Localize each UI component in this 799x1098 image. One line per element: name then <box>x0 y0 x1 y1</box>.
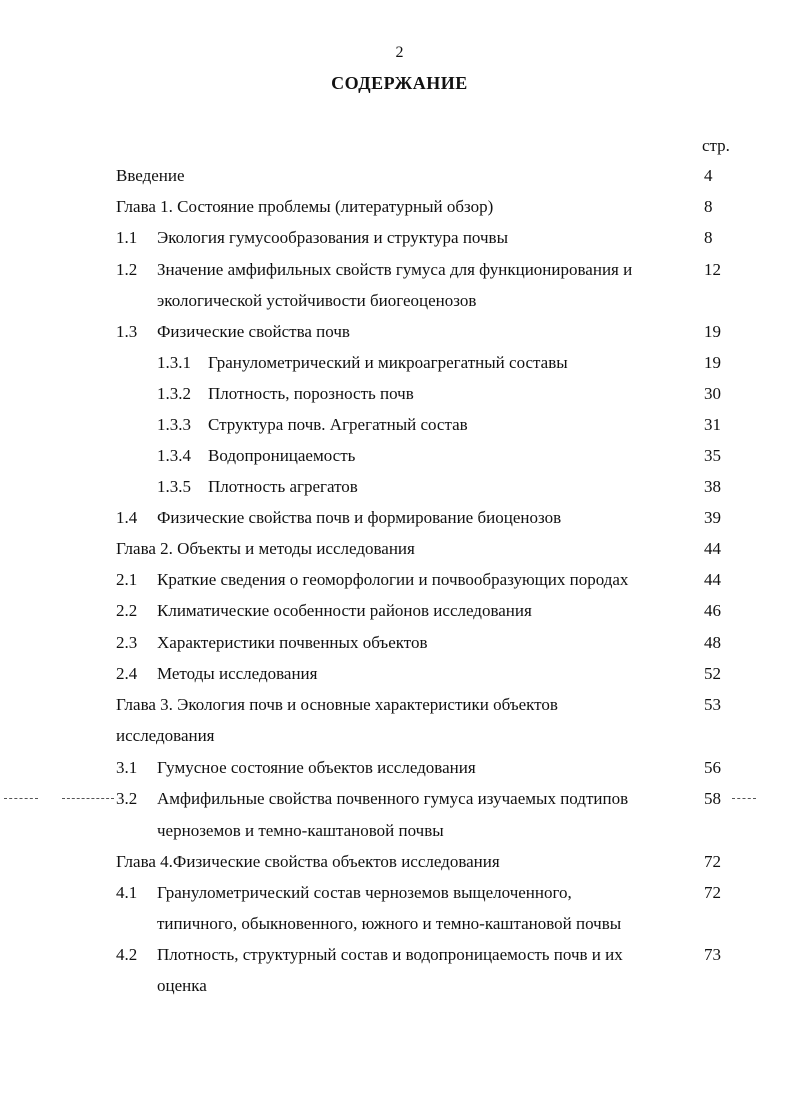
toc-title: Методы исследования <box>157 664 318 683</box>
toc-page-number: 31 <box>704 415 721 434</box>
toc-number: 3.1 <box>116 758 138 777</box>
toc-title: Глава 4.Физические свойства объектов исследования <box>116 852 500 871</box>
toc-page-number: 58 <box>704 789 721 808</box>
toc-page-number: 38 <box>704 477 721 496</box>
toc-title: черноземов и темно-каштановой почвы <box>157 821 444 840</box>
toc-line <box>0 786 799 812</box>
toc-page-number: 52 <box>704 664 721 683</box>
toc-title: Экология гумусообразования и структура почвы <box>157 228 508 247</box>
toc-line <box>0 194 799 220</box>
pages-column-header: стр. <box>702 136 730 155</box>
toc-line <box>0 630 799 656</box>
toc-line <box>0 692 799 718</box>
toc-title: Плотность, структурный состав и водопроницаемость почв и их <box>157 945 623 964</box>
toc-title: Глава 1. Состояние проблемы (литературный обзор) <box>116 197 494 216</box>
toc-page-number: 48 <box>704 633 721 652</box>
toc-line <box>0 723 799 749</box>
toc-page-number: 53 <box>704 695 721 714</box>
toc-number: 2.1 <box>116 570 138 589</box>
toc-title: Физические свойства почв и формирование биоценозов <box>157 508 562 527</box>
toc-title: Значение амфифильных свойств гумуса для функционирования и <box>157 260 633 279</box>
toc-line <box>0 443 799 469</box>
toc-number: 1.2 <box>116 260 138 279</box>
toc-page-number: 46 <box>704 601 721 620</box>
toc-number: 4.2 <box>116 945 138 964</box>
toc-title: Краткие сведения о геоморфологии и почвообразующих породах <box>157 570 629 589</box>
toc-line <box>0 942 799 968</box>
toc-title: Водопроницаемость <box>208 446 356 465</box>
toc-title: Глава 3. Экология почв и основные характеристики объектов <box>116 695 558 714</box>
toc-line <box>0 911 799 937</box>
toc-page-number: 73 <box>704 945 721 964</box>
toc-title: исследования <box>116 726 215 745</box>
toc-title: Климатические особенности районов исследования <box>157 601 532 620</box>
scan-artifact-line <box>4 798 38 799</box>
toc-number: 1.3 <box>116 322 138 341</box>
toc-page-number: 44 <box>704 539 721 558</box>
toc-number: 2.3 <box>116 633 138 652</box>
toc-number: 4.1 <box>116 883 138 902</box>
toc-page-number: 12 <box>704 260 721 279</box>
toc-page-number: 44 <box>704 570 721 589</box>
toc-line <box>0 973 799 999</box>
toc-page-number: 39 <box>704 508 721 527</box>
toc-title: экологической устойчивости биогеоценозов <box>157 291 477 310</box>
toc-title: Амфифильные свойства почвенного гумуса изучаемых подтипов <box>157 789 629 808</box>
toc-line <box>0 225 799 251</box>
toc-line <box>0 474 799 500</box>
toc-line <box>0 755 799 781</box>
toc-title: оценка <box>157 976 207 995</box>
toc-number: 1.3.4 <box>157 446 191 465</box>
toc-number: 2.2 <box>116 601 138 620</box>
toc-line <box>0 536 799 562</box>
toc-line <box>0 849 799 875</box>
toc-page-number: 72 <box>704 883 721 902</box>
toc-page-number: 35 <box>704 446 721 465</box>
toc-title: Плотность, порозность почв <box>208 384 414 403</box>
toc-title: Глава 2. Объекты и методы исследования <box>116 539 415 558</box>
toc-title: Введение <box>116 166 185 185</box>
toc-number: 3.2 <box>116 789 138 808</box>
toc-line <box>0 412 799 438</box>
toc-title: Структура почв. Агрегатный состав <box>208 415 468 434</box>
toc-line <box>0 505 799 531</box>
toc-page-number: 8 <box>704 197 713 216</box>
toc-line <box>0 880 799 906</box>
toc-line <box>0 818 799 844</box>
scan-artifact-line <box>62 798 114 799</box>
toc-number: 1.3.1 <box>157 353 191 372</box>
toc-page-number: 72 <box>704 852 721 871</box>
toc-page-number: 8 <box>704 228 713 247</box>
toc-line <box>0 598 799 624</box>
toc-number: 1.3.2 <box>157 384 191 403</box>
toc-line <box>0 661 799 687</box>
toc-title: Характеристики почвенных объектов <box>157 633 428 652</box>
toc-page-number: 19 <box>704 322 721 341</box>
scan-artifact-line <box>732 798 756 799</box>
toc-number: 1.4 <box>116 508 138 527</box>
toc-line <box>0 381 799 407</box>
toc-line <box>0 319 799 345</box>
page-number: 2 <box>395 44 404 61</box>
toc-line <box>0 288 799 314</box>
toc-title: Гранулометрический и микроагрегатный составы <box>208 353 568 372</box>
toc-page-number: 30 <box>704 384 721 403</box>
toc-title: Гранулометрический состав черноземов выщелоченного, <box>157 883 572 902</box>
toc-number: 2.4 <box>116 664 138 683</box>
toc-line <box>0 567 799 593</box>
toc-line <box>0 350 799 376</box>
toc-number: 1.3.3 <box>157 415 191 434</box>
toc-line <box>0 257 799 283</box>
toc-title: типичного, обыкновенного, южного и темно-каштановой почвы <box>157 914 622 933</box>
toc-title: Плотность агрегатов <box>208 477 358 496</box>
toc-number: 1.1 <box>116 228 138 247</box>
toc-title: Гумусное состояние объектов исследования <box>157 758 476 777</box>
page-title: СОДЕРЖАНИЕ <box>331 73 468 93</box>
toc-number: 1.3.5 <box>157 477 191 496</box>
toc-page-number: 56 <box>704 758 721 777</box>
toc-line <box>0 163 799 189</box>
toc-title: Физические свойства почв <box>157 322 350 341</box>
toc-page-number: 4 <box>704 166 713 185</box>
toc-page-number: 19 <box>704 353 721 372</box>
